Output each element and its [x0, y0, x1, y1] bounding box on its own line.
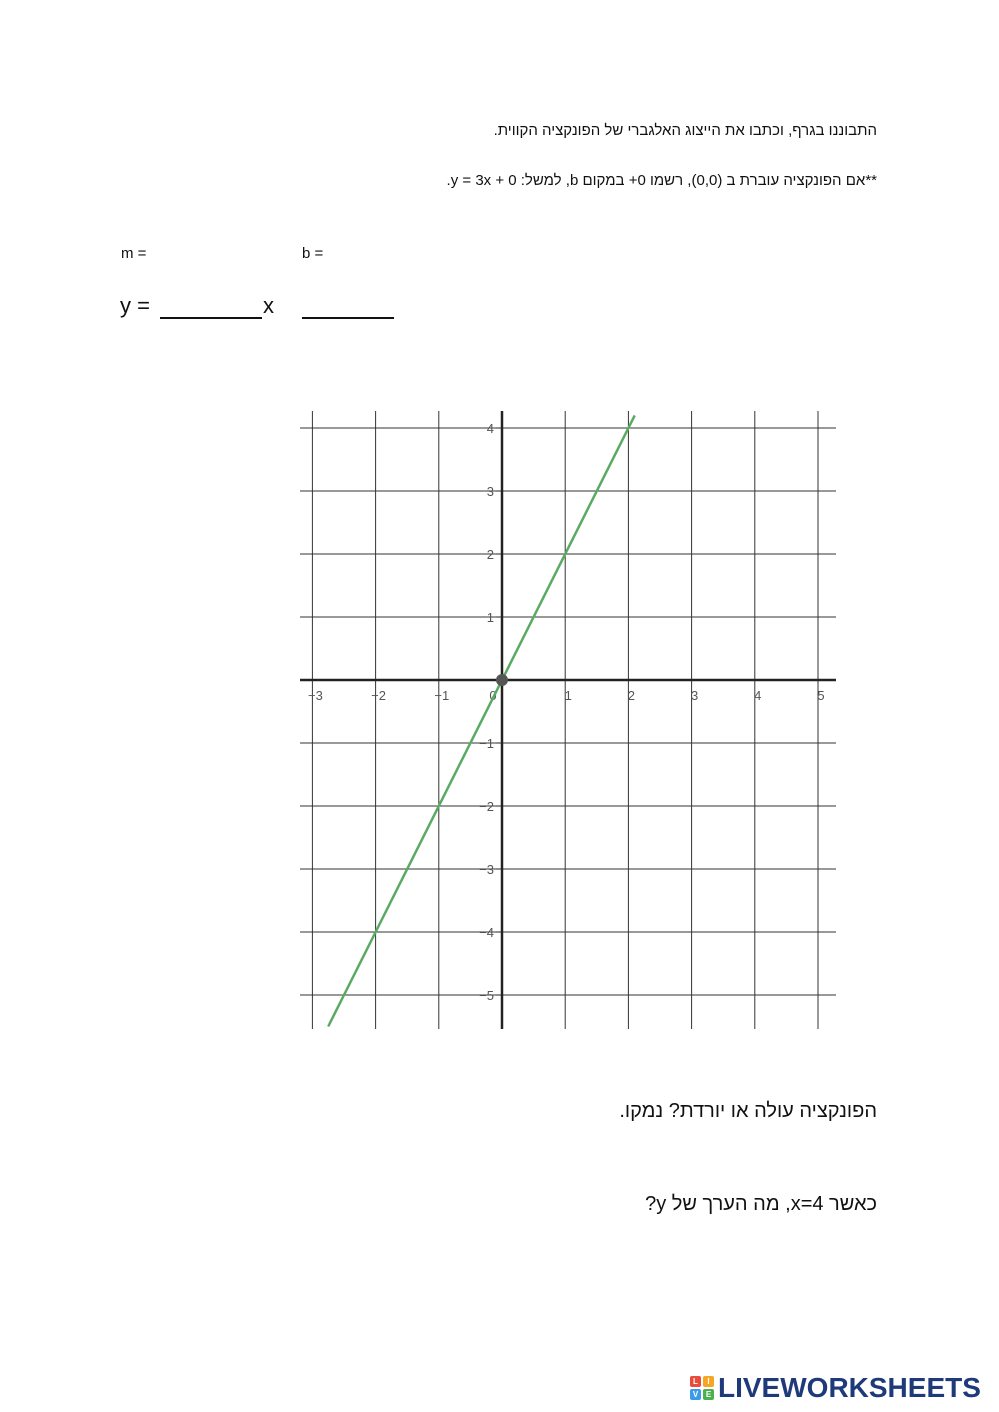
x-tick-label: 1: [564, 688, 572, 703]
y-tick-label: 4: [486, 421, 494, 436]
x-tick-label: −2: [371, 688, 387, 703]
equation-x: x: [263, 293, 274, 318]
instruction-line-2: **אם הפונקציה עוברת ב (0,0), רשמו 0+ במקום b, למשל: y = 3x + 0.: [446, 172, 877, 189]
logo-cell: I: [703, 1376, 714, 1387]
x-tick-label: 0: [489, 688, 497, 703]
y-tick-label: 2: [486, 547, 494, 562]
x-tick-label: 5: [817, 688, 825, 703]
logo-cell: E: [703, 1389, 714, 1400]
liveworksheets-logo: [690, 1373, 981, 1403]
m-label: m =: [121, 245, 147, 262]
y-tick-label: −2: [479, 799, 494, 814]
axes: [300, 411, 836, 1029]
y-tick-label: 1: [486, 610, 494, 625]
logo-icon: [690, 1376, 714, 1400]
x-tick-label: 2: [627, 688, 636, 703]
question-1: הפונקציה עולה או יורדת? נמקו.: [619, 1100, 877, 1122]
x-tick-label: 3: [690, 688, 699, 703]
y-tick-label: −5: [479, 988, 494, 1003]
origin-point: [496, 674, 508, 686]
logo-cell: V: [690, 1389, 701, 1400]
y-tick-label: 3: [486, 484, 494, 499]
b-label: b =: [302, 245, 324, 262]
y-tick-label: −1: [479, 736, 494, 751]
x-tick-label: −1: [434, 688, 450, 703]
grid-lines: [300, 411, 836, 1029]
x-tick-label: −3: [307, 688, 323, 703]
logo-cell: L: [690, 1376, 701, 1387]
y-tick-label: −4: [479, 925, 494, 940]
logo-text: LIVEWORKSHEETS: [718, 1372, 981, 1403]
equation-prefix: y =: [120, 293, 150, 318]
tick-labels: [308, 421, 825, 1003]
instruction-line-1: התבוננו בגרף, וכתבו את הייצוג האלגברי של הפונקציה הקווית.: [493, 122, 877, 139]
points: [496, 674, 508, 686]
x-tick-label: 4: [754, 688, 762, 703]
y-tick-label: −3: [479, 862, 494, 877]
question-2: כאשר x=4, מה הערך של y?: [645, 1193, 877, 1215]
